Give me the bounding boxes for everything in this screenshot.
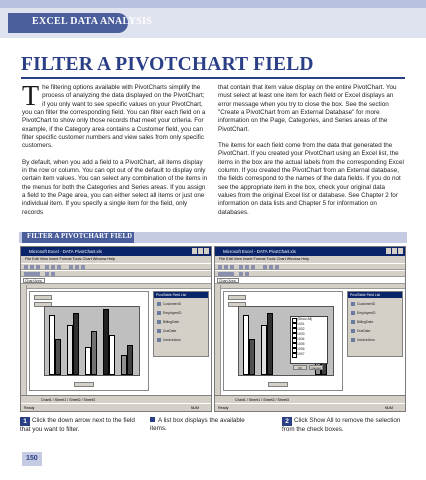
field-list-title: PivotTable Field List [154, 292, 208, 298]
formula-bar[interactable] [21, 277, 211, 284]
chart-bar [55, 339, 61, 375]
dropcap: T [22, 81, 40, 112]
status-bar: Ready NUM [21, 403, 211, 412]
field-item[interactable]: CustomerID [351, 301, 399, 307]
sheet-tabs[interactable]: Chart1 / Sheet1 / Sheet2 / Sheet3 [21, 395, 211, 403]
field-item[interactable]: DueDate [351, 328, 399, 334]
row-headers [215, 285, 221, 395]
section-tab [8, 13, 153, 33]
body-column-left [22, 81, 208, 225]
caption-result: A list box displays the available items. [150, 417, 245, 433]
square-bullet-icon [150, 417, 155, 422]
field-item[interactable]: DueDate [157, 328, 205, 334]
field-item[interactable]: InvoiceAmo [351, 337, 399, 343]
caption-step-1: 1 Click the down arrow next to the field that you want to filter. [20, 417, 135, 433]
page-field-button[interactable] [228, 295, 246, 300]
field-item[interactable]: EmployeeID [157, 310, 205, 316]
menu-bar[interactable]: File Edit View Insert Format Tools Chart Window Help [219, 257, 310, 261]
field-list-title: PivotTable Field List [348, 292, 402, 298]
screenshot-right [214, 246, 406, 412]
screenshot-left [20, 246, 212, 412]
pivot-field-list[interactable] [347, 291, 403, 357]
body-column-right [218, 84, 404, 225]
body-paragraph: The filtering options available with PivotCharts simplify the process of analyzing the data displayed on the PivotChart; if you only want to see specific values on your PivotChart, you can filter the corresponding field. You can filter each field on a PivotChart to show only those records that meet your criteria. For example, if the Category area contains a Customer field, you can filter specific customer numbers and view sales from only specific customers. [22, 81, 206, 150]
name-box[interactable]: Chart Area [217, 278, 239, 283]
dropdown-item[interactable]: 1001 [291, 322, 327, 327]
window-title-bar: Microsoft Excel - DATA PivotChart.xls [215, 247, 405, 256]
standard-toolbar[interactable] [21, 263, 211, 270]
body-paragraph: that contain that item value display on the entire PivotChart. You must select at least one item for each field or Excel displays an error message when you try to close the box. See the section "Create a PivotChart from an External Database" for more information on the Page, Categories, and Series areas of the PivotChart. [218, 84, 397, 133]
pivotchart[interactable] [223, 291, 343, 391]
chart-bar [267, 313, 273, 375]
step-number-badge: 2 [282, 417, 292, 426]
figure-label: FILTER A PIVOTCHART FIELD [27, 233, 133, 240]
worksheet[interactable] [21, 285, 211, 395]
window-controls[interactable] [191, 248, 209, 255]
step-number-badge: 1 [20, 417, 30, 426]
pivot-toolbar[interactable] [215, 270, 405, 277]
category-field-button[interactable] [74, 382, 94, 387]
standard-toolbar[interactable] [215, 263, 405, 270]
column-headers [221, 285, 405, 289]
page-title: FILTER A PIVOTCHART FIELD [21, 54, 314, 75]
chart-bar [127, 345, 133, 375]
field-item[interactable]: EmployeeID [351, 310, 399, 316]
item-dropdown-list[interactable] [290, 316, 328, 370]
column-headers [27, 285, 211, 289]
pivotchart[interactable] [29, 291, 149, 391]
pivot-toolbar[interactable] [21, 270, 211, 277]
dropdown-item[interactable]: 1003 [291, 332, 327, 337]
menu-bar[interactable]: File Edit View Insert Format Tools Chart Window Help [25, 257, 116, 261]
window-title-bar: Microsoft Excel - DATA PivotChart.xls [21, 247, 211, 256]
header-strip [0, 0, 426, 8]
chart-bar [91, 331, 97, 375]
row-headers [21, 285, 27, 395]
chart-bar [109, 335, 115, 375]
chart-bar [249, 339, 255, 375]
category-field-button[interactable] [268, 382, 288, 387]
body-paragraph: The items for each field come from the data that generated the PivotChart. If you created your PivotChart using an Excel list, the items in the box are the actual labels from the corresponding Excel column. If you created the PivotChart from an External database, the fields correspond to the names of the data fields. If you do not see the appropriate item in the box, check your original data values from the original Excel list or database. See Chapter 2 for information on data lists and Chapter 5 for information on databases. [218, 142, 404, 216]
sheet-tabs[interactable]: Chart1 / Sheet1 / Sheet2 / Sheet3 [215, 395, 405, 403]
field-item[interactable]: InvoiceAmo [157, 337, 205, 343]
dropdown-item[interactable]: 1007 [291, 352, 327, 357]
worksheet[interactable] [215, 285, 405, 395]
chart-bar [73, 313, 79, 375]
page-number: 150 [26, 455, 38, 462]
dropdown-item[interactable]: 1006 [291, 347, 327, 352]
window-controls[interactable] [385, 248, 403, 255]
field-item[interactable]: BillingDate [157, 319, 205, 325]
dropdown-item[interactable]: 1002 [291, 327, 327, 332]
dropdown-item[interactable]: 1004 [291, 337, 327, 342]
chart-plot-area [44, 306, 140, 376]
section-label: EXCEL DATA ANALYSIS [32, 16, 153, 27]
dropdown-item[interactable]: (Show All) [291, 317, 327, 322]
cancel-button[interactable]: Cancel [309, 365, 323, 370]
caption-step-2: 2 Click Show All to remove the selection from the check boxes. [282, 417, 401, 433]
dropdown-buttons [293, 356, 327, 370]
page-field-button[interactable] [34, 295, 52, 300]
body-paragraph: By default, when you add a field to a PivotChart, all items display in the row or column. You can opt out of the default to display only certain item values. You can select any combination of the items in the menus for both the Categories and Series areas. If you assign a field to the Page area, you can either select all items or just one individual item. If you specify a single item for the field, only records [22, 158, 208, 216]
title-rule [21, 77, 405, 79]
dropdown-item[interactable]: 1005 [291, 342, 327, 347]
figure-label-bar [19, 232, 407, 243]
ok-button[interactable]: OK [293, 365, 307, 370]
formula-bar[interactable] [215, 277, 405, 284]
pivot-field-list[interactable] [153, 291, 209, 357]
name-box[interactable]: Chart Area [23, 278, 45, 283]
status-bar: Ready NUM [215, 403, 405, 412]
field-item[interactable]: CustomerID [157, 301, 205, 307]
field-item[interactable]: BillingDate [351, 319, 399, 325]
